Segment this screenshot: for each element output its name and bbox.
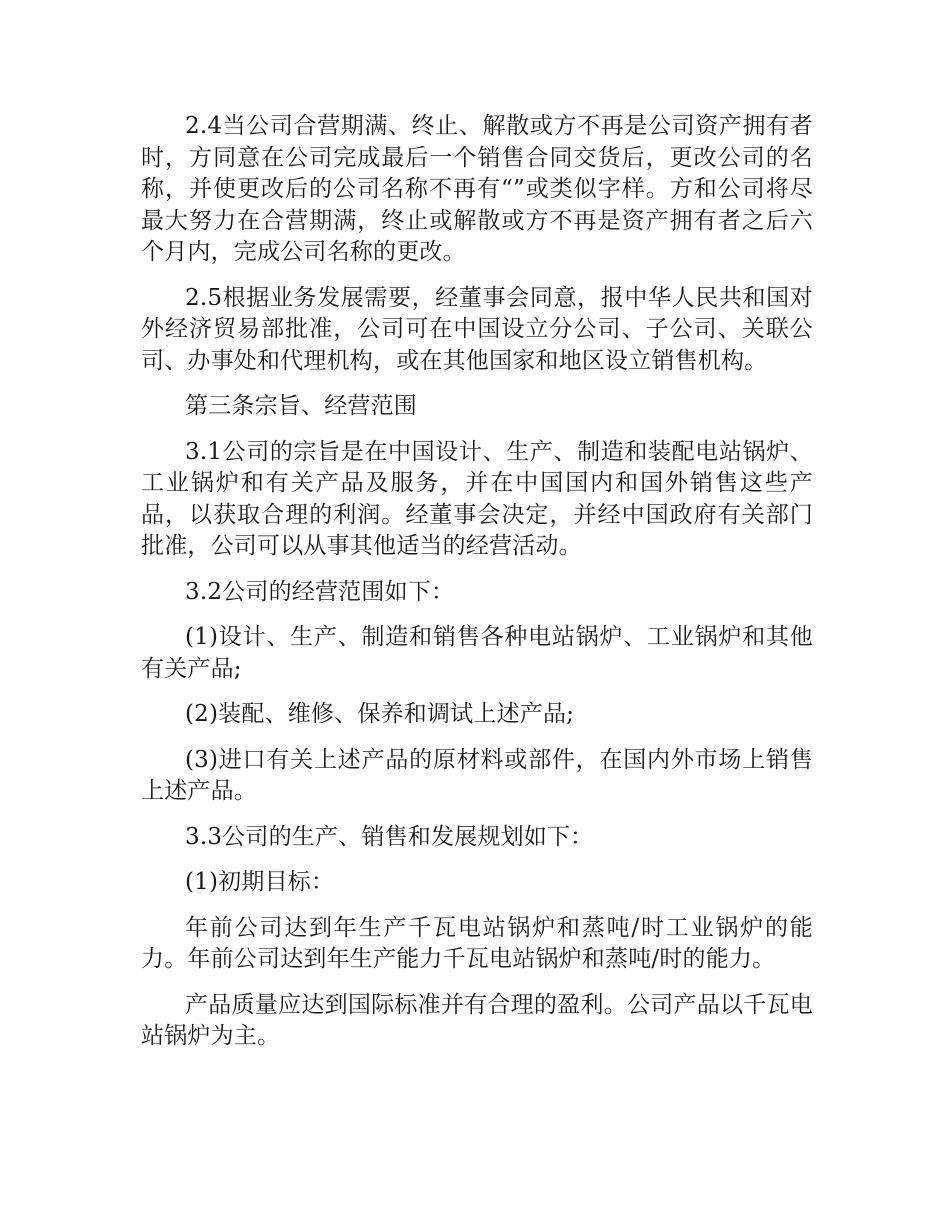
paragraph-3-1: 3.1公司的宗旨是在中国设计、生产、制造和装配电站锅炉、工业锅炉和有关产品及服务，并在中国国内和国外销售这些产品，以获取合理的利润。经董事会决定，并经中国政府有关部门批准，公司可以从事其他适当的经营活动。 xyxy=(141,438,813,559)
document-body xyxy=(141,111,813,1067)
list-item-3-2-3: (3)进口有关上述产品的原材料或部件，在国内外市场上销售上述产品。 xyxy=(141,746,813,804)
paragraph-3-3: 3.3公司的生产、销售和发展规划如下： xyxy=(185,823,594,850)
list-item-3-3-1: (1)初期目标： xyxy=(185,869,335,895)
paragraph-2-5: 2.5根据业务发展需要，经董事会同意，报中华人民共和国对外经济贸易部批准，公司可在中国设立分公司、子公司、关联公司、办事处和代理机构，或在其他国家和地区设立销售机构。 xyxy=(141,284,813,374)
section-heading-article-3: 第三条宗旨、经营范围 xyxy=(185,393,417,419)
list-item-3-2-2: (2)装配、维修、保养和调试上述产品; xyxy=(185,701,575,727)
paragraph-2-4: 2.4当公司合营期满、终止、解散或方不再是公司资产拥有者时，方同意在公司完成最后一个销售合同交货后，更改公司的名称，并使更改后的公司名称不再有“”或类似字样。方和公司将尽最大努力在合营期满，终止或解散或方不再是资产拥有者之后六个月内，完成公司名称的更改。 xyxy=(141,113,813,265)
paragraph-product-quality: 产品质量应达到国际标准并有合理的盈利。公司产品以千瓦电站锅炉为主。 xyxy=(141,991,813,1049)
paragraph-initial-target: 年前公司达到年生产千瓦电站锅炉和蒸吨/时工业锅炉的能力。年前公司达到年生产能力千瓦电站锅炉和蒸吨/时的能力。 xyxy=(141,914,813,972)
list-item-3-2-1: (1)设计、生产、制造和销售各种电站锅炉、工业锅炉和其他有关产品; xyxy=(141,624,813,682)
paragraph-3-2: 3.2公司的经营范围如下： xyxy=(185,578,455,605)
